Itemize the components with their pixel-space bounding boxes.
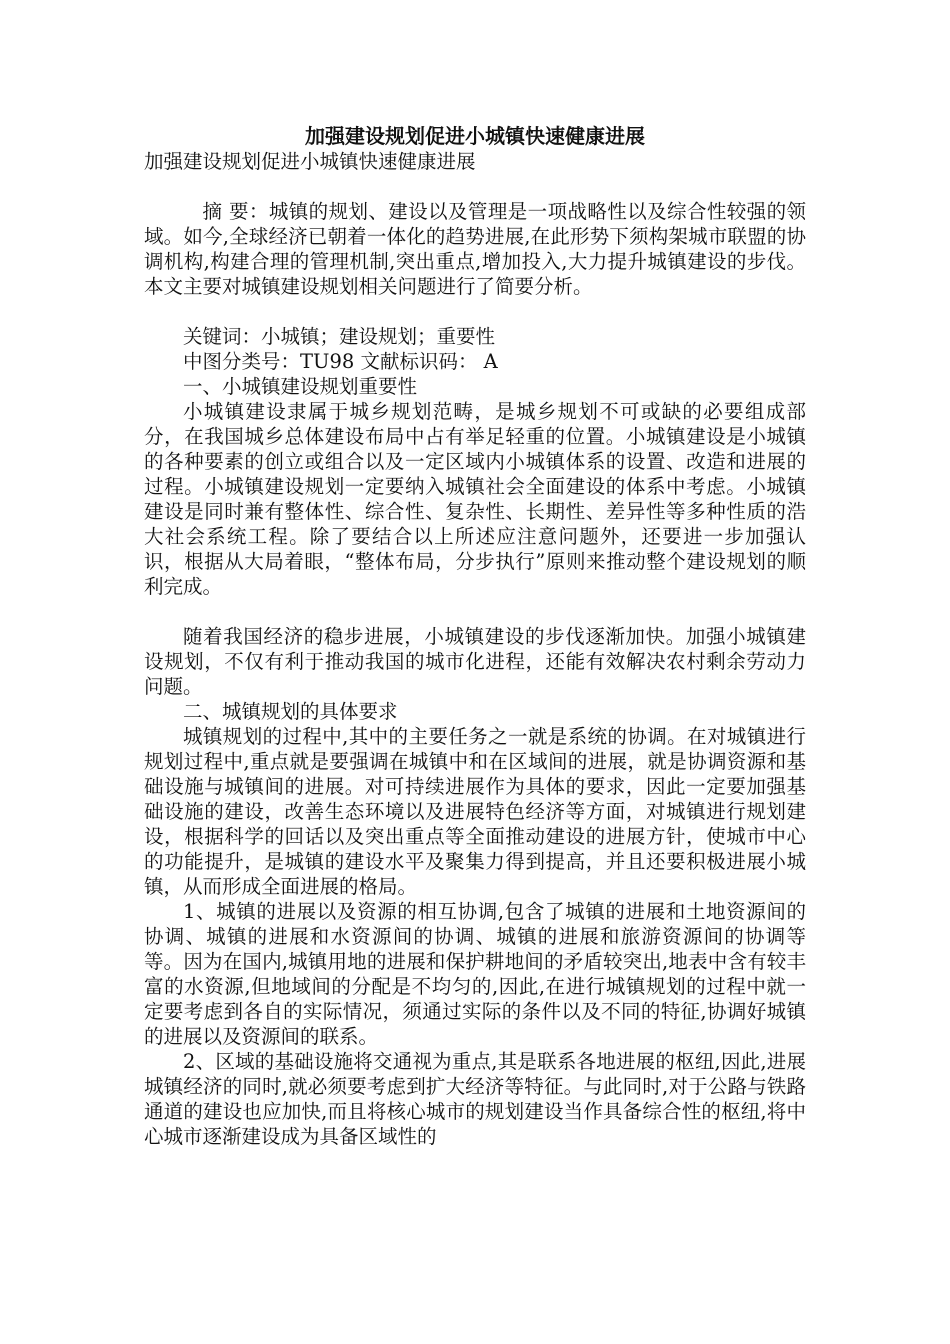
body-paragraph: 小城镇建设隶属于城乡规划范畴，是城乡规划不可或缺的必要组成部分，在我国城乡总体建设布局中占有举足轻重的位置。小城镇建设是小城镇的各种要素的创立或组合以及一定区域内小城镇体系的设置、改造和进展的过程。小城镇建设规划一定要纳入城镇社会全面建设的体系中考虑。小城镇建设是同时兼有整体性、综合性、复杂性、长期性、差异性等多种性质的浩大社会系统工程。除了要结合以上所述应注意问题外，还要进一步加强认识，根据从大局着眼，“整体布局，分步执行”原则来推动整个建设规划的顺利完成。 <box>144 400 806 598</box>
body-paragraph: 1、城镇的进展以及资源的相互协调,包含了城镇的进展和土地资源间的协调、城镇的进展和水资源间的协调、城镇的进展和旅游资源间的协调等等。因为在国内,城镇用地的进展和保护耕地间的矛盾较突出,地表中含有较丰富的水资源,但地域间的分配是不均匀的,因此,在进行城镇规划的过程中就一定要考虑到各自的实际情况，须通过实际的条件以及不同的特征,协调好城镇的进展以及资源间的联系。 <box>144 900 806 1048</box>
keywords-line: 关键词：小城镇；建设规划；重要性 <box>183 325 496 348</box>
document-body <box>144 149 806 1149</box>
section-heading: 二、城镇规划的具体要求 <box>183 700 398 723</box>
spacer <box>144 599 806 624</box>
classification-line: 中图分类号：TU98 文献标识码： A <box>183 350 498 373</box>
body-paragraph: 随着我国经济的稳步进展，小城镇建设的步伐逐渐加快。加强小城镇建设规划，不仅有利于推动我国的城市化进程，还能有效解决农村剩余劳动力问题。 <box>144 625 806 698</box>
document-subtitle: 加强建设规划促进小城镇快速健康进展 <box>144 150 476 173</box>
document-title: 加强建设规划促进小城镇快速健康进展 <box>305 124 645 148</box>
spacer <box>144 299 806 324</box>
section-heading: 一、小城镇建设规划重要性 <box>183 375 418 398</box>
body-paragraph: 城镇规划的过程中,其中的主要任务之一就是系统的协调。在对城镇进行规划过程中,重点就是要强调在城镇中和在区域间的进展，就是协调资源和基础设施与城镇间的进展。对可持续进展作为具体的要求，因此一定要加强基础设施的建设，改善生态环境以及进展特色经济等方面，对城镇进行规划建设，根据科学的回话以及突出重点等全面推动建设的进展方针，使城市中心的功能提升，是城镇的建设水平及聚集力得到提高，并且还要积极进展小城镇，从而形成全面进展的格局。 <box>144 725 806 898</box>
abstract-paragraph: 摘 要：城镇的规划、建设以及管理是一项战略性以及综合性较强的领域。如今,全球经济已朝着一体化的趋势进展,在此形势下须构架城市联盟的协调机构,构建合理的管理机制,突出重点,增加投入,大力提升城镇建设的步伐。本文主要对城镇建设规划相关问题进行了简要分析。 <box>144 200 806 298</box>
body-paragraph: 2、区域的基础设施将交通视为重点,其是联系各地进展的枢纽,因此,进展城镇经济的同时,就必须要考虑到扩大经济等特征。与此同时,对于公路与铁路通道的建设也应加快,而且将核心城市的规划建设当作具备综合性的枢纽,将中心城市逐渐建设成为具备区域性的 <box>144 1050 806 1148</box>
spacer <box>144 174 806 199</box>
